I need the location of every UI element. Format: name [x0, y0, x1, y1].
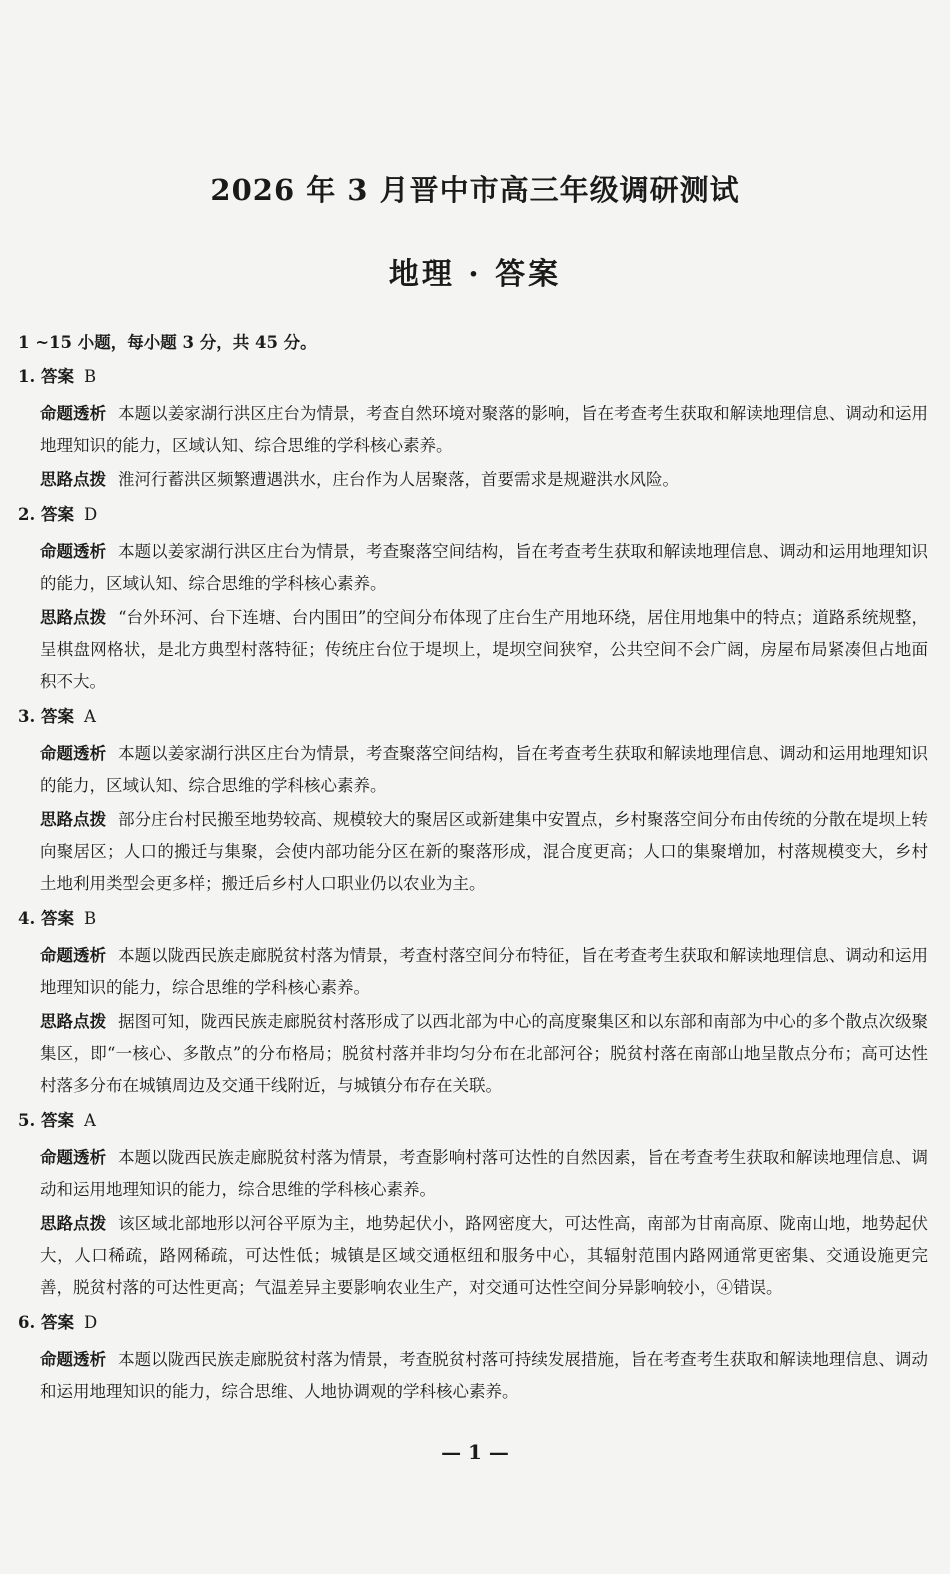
answer-letter: D [83, 1313, 98, 1332]
question-2 [18, 500, 928, 698]
answer-number: 6. 答案 [18, 1313, 74, 1332]
analysis-label: 命题透析 [40, 946, 107, 965]
answer-letter: B [83, 367, 97, 386]
analysis-text: 本题以姜家湖行洪区庄台为情景，考查自然环境对聚落的影响，旨在考查考生获取和解读地理信息、调动和运用地理知识的能力，区域认知、综合思维的学科核心素养。 [40, 404, 929, 455]
hint-text: 据图可知，陇西民族走廊脱贫村落形成了以西北部为中心的高度聚集区和以东部和南部为中心的多个散点次级聚集区，即“一核心、多散点”的分布格局；脱贫村落并非均匀分布在北部河谷；脱贫村落在南部山地呈散点分布；高可达性村落多分布在城镇周边及交通干线附近，与城镇分布存在关联。 [40, 1012, 929, 1095]
hint-block [40, 1006, 928, 1102]
question-5 [18, 1106, 928, 1304]
answer-body [18, 328, 928, 1412]
hint-label: 思路点拨 [40, 608, 107, 627]
answer-line [18, 500, 928, 530]
analysis-text: 本题以陇西民族走廊脱贫村落为情景，考查脱贫村落可持续发展措施，旨在考查考生获取和解读地理信息、调动和运用地理知识的能力，综合思维、人地协调观的学科核心素养。 [40, 1350, 929, 1401]
answer-line [18, 1106, 928, 1136]
hint-label: 思路点拨 [40, 1012, 107, 1031]
answer-line [18, 702, 928, 732]
hint-text: 部分庄台村民搬至地势较高、规模较大的聚居区或新建集中安置点，乡村聚落空间分布由传统的分散在堤坝上转向聚居区；人口的搬迁与集聚，会使内部功能分区在新的聚落形成，混合度更高；人口的集聚增加，村落规模变大，乡村土地利用类型会更多样；搬迁后乡村人口职业仍以农业为主。 [40, 810, 929, 893]
analysis-block [40, 1344, 928, 1408]
analysis-label: 命题透析 [40, 404, 107, 423]
hint-block [40, 464, 928, 496]
analysis-text: 本题以姜家湖行洪区庄台为情景，考查聚落空间结构，旨在考查考生获取和解读地理信息、调动和运用地理知识的能力，区域认知、综合思维的学科核心素养。 [40, 542, 929, 593]
answer-letter: A [83, 707, 96, 726]
answer-number: 3. 答案 [18, 707, 74, 726]
question-1 [18, 362, 928, 496]
answer-line [18, 1308, 928, 1338]
analysis-block [40, 1142, 928, 1206]
page-subtitle: 地理 · 答案 [388, 257, 562, 292]
hint-block [40, 804, 928, 900]
hint-label: 思路点拨 [40, 470, 106, 489]
answer-letter: D [83, 505, 98, 524]
analysis-text: 本题以姜家湖行洪区庄台为情景，考查聚落空间结构，旨在考查考生获取和解读地理信息、调动和运用地理知识的能力，区域认知、综合思维的学科核心素养。 [40, 744, 929, 795]
hint-text: 该区域北部地形以河谷平原为主，地势起伏小，路网密度大，可达性高，南部为甘南高原、陇南山地，地势起伏大，人口稀疏，路网稀疏，可达性低；城镇是区域交通枢纽和服务中心，其辐射范围内路网通常更密集、交通设施更完善，脱贫村落的可达性更高；气温差异主要影响农业生产，对交通可达性空间分异影响较小，④错误。 [40, 1214, 929, 1297]
answer-line [18, 362, 928, 392]
hint-label: 思路点拨 [40, 1214, 107, 1233]
analysis-block [40, 738, 928, 802]
hint-text: “台外环河、台下连塘、台内围田”的空间分布体现了庄台生产用地环绕，居住用地集中的特点；道路系统规整，呈棋盘网格状，是北方典型村落特征；传统庄台位于堤坝上，堤坝空间狭窄，公共空间不会广阔，房屋布局紧凑但占地面积不大。 [40, 608, 929, 691]
analysis-label: 命题透析 [40, 1350, 107, 1369]
analysis-label: 命题透析 [40, 1148, 107, 1167]
analysis-text: 本题以陇西民族走廊脱贫村落为情景，考查村落空间分布特征，旨在考查考生获取和解读地理信息、调动和运用地理知识的能力，综合思维的学科核心素养。 [40, 946, 929, 997]
answer-line [18, 904, 928, 934]
analysis-block [40, 536, 928, 600]
hint-label: 思路点拨 [40, 810, 107, 829]
hint-text: 淮河行蓄洪区频繁遭遇洪水，庄台作为人居聚落，首要需求是规避洪水风险。 [118, 470, 679, 489]
answer-letter: B [83, 909, 97, 928]
question-4 [18, 904, 928, 1102]
hint-block [40, 1208, 928, 1304]
analysis-block [40, 940, 928, 1004]
hint-block [40, 602, 928, 698]
question-6 [18, 1308, 928, 1408]
answer-number: 2. 答案 [18, 505, 74, 524]
analysis-label: 命题透析 [40, 542, 107, 561]
page-title: 2026 年 3 月晋中市高三年级调研测试 [210, 173, 740, 207]
page-number: — 1 — [441, 1440, 509, 1464]
answer-number: 4. 答案 [18, 909, 74, 928]
analysis-text: 本题以陇西民族走廊脱贫村落为情景，考查影响村落可达性的自然因素，旨在考查考生获取和解读地理信息、调动和运用地理知识的能力，综合思维的学科核心素养。 [40, 1148, 929, 1199]
question-3 [18, 702, 928, 900]
analysis-label: 命题透析 [40, 744, 107, 763]
answer-number: 1. 答案 [18, 367, 74, 386]
answer-number: 5. 答案 [18, 1111, 74, 1130]
section-intro: 1 ~15 小题，每小题 3 分，共 45 分。 [18, 333, 317, 352]
analysis-block [40, 398, 928, 462]
answer-letter: A [83, 1111, 96, 1130]
